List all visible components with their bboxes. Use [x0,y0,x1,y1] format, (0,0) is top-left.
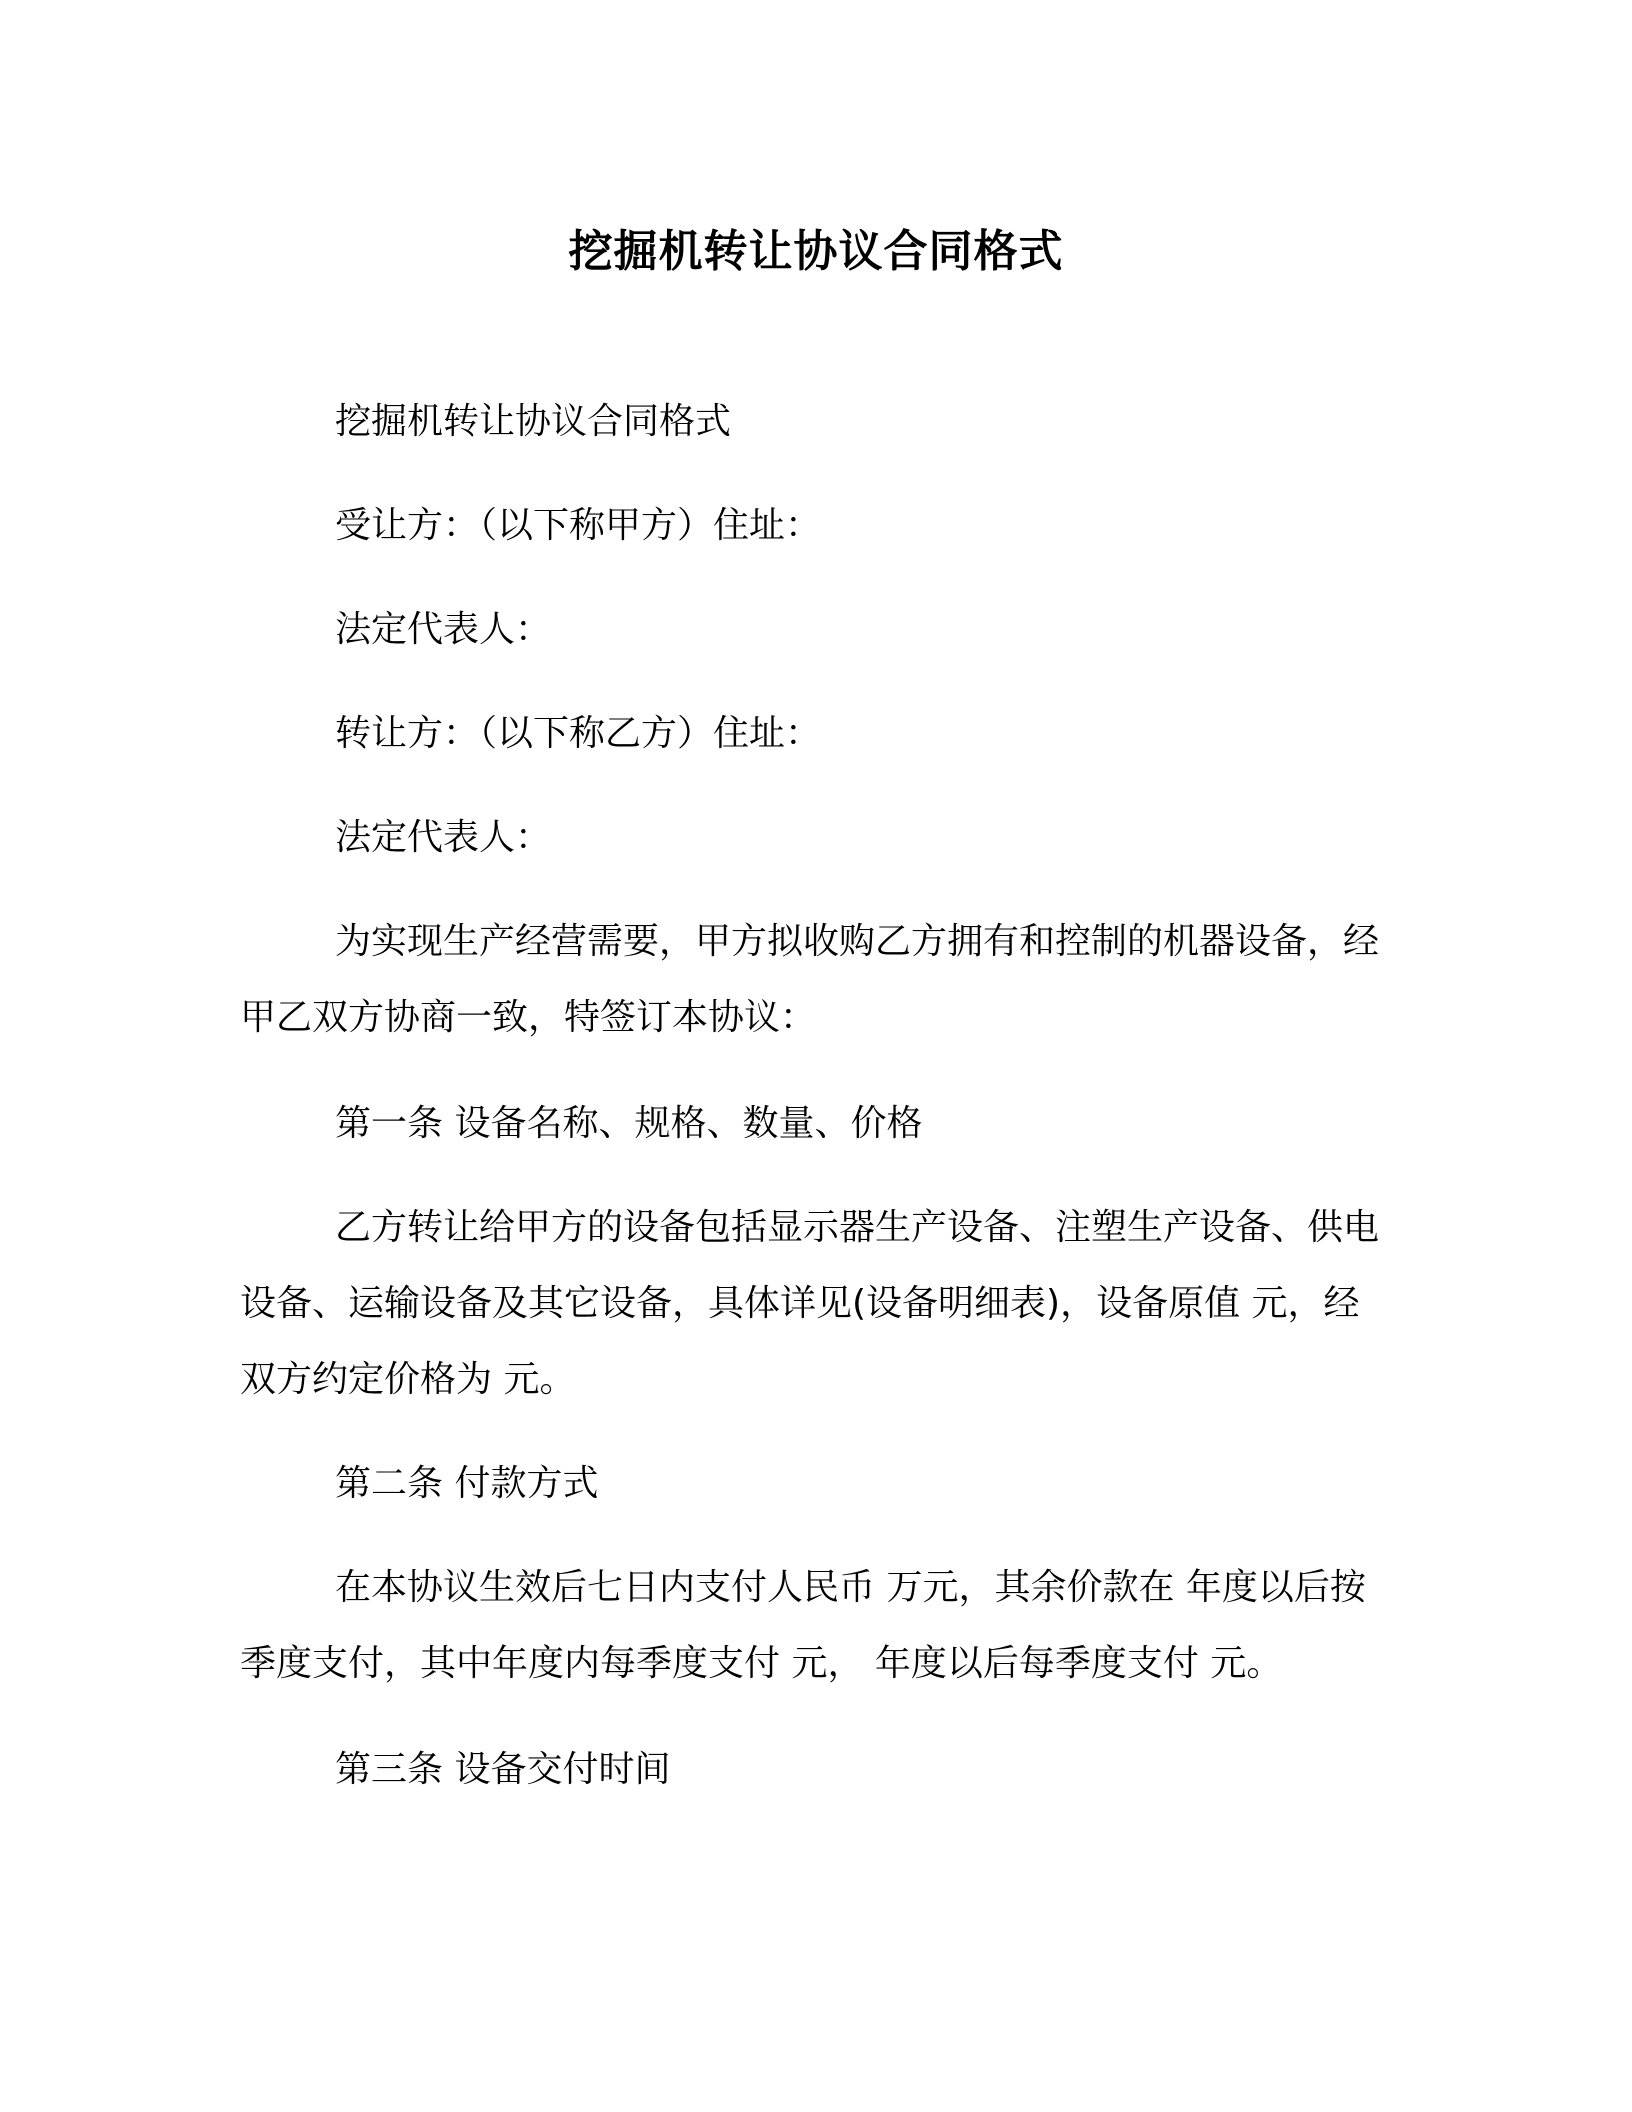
paragraph-assignee: 受让方：（以下称甲方）住址： [335,505,822,546]
paragraph-assignor-representative: 法定代表人： [335,817,552,858]
paragraph-subtitle: 挖掘机转让协议合同格式 [335,401,732,442]
article-2-body: 在本协议生效后七日内支付人民币 万元，其余价款在 年度以后按季度支付，其中年度内每季度支付 元， 年度以后每季度支付 元。 [240,1567,1366,1684]
paragraph-assignor: 转让方：（以下称乙方）住址： [335,713,822,754]
article-2-heading: 第二条 付款方式 [335,1463,599,1504]
paragraph-preamble: 为实现生产经营需要，甲方拟收购乙方拥有和控制的机器设备，经甲乙双方协商一致，特签订本协议： [240,921,1380,1038]
paragraph-assignee-representative: 法定代表人： [335,609,552,650]
article-1-heading: 第一条 设备名称、规格、数量、价格 [335,1103,923,1144]
article-1-body: 乙方转让给甲方的设备包括显示器生产设备、注塑生产设备、供电设备、运输设备及其它设备，具体详见(设备明细表)，设备原值 元，经双方约定价格为 元。 [240,1207,1380,1400]
document-title: 挖掘机转让协议合同格式 [568,226,1064,277]
article-3-heading: 第三条 设备交付时间 [335,1749,671,1790]
